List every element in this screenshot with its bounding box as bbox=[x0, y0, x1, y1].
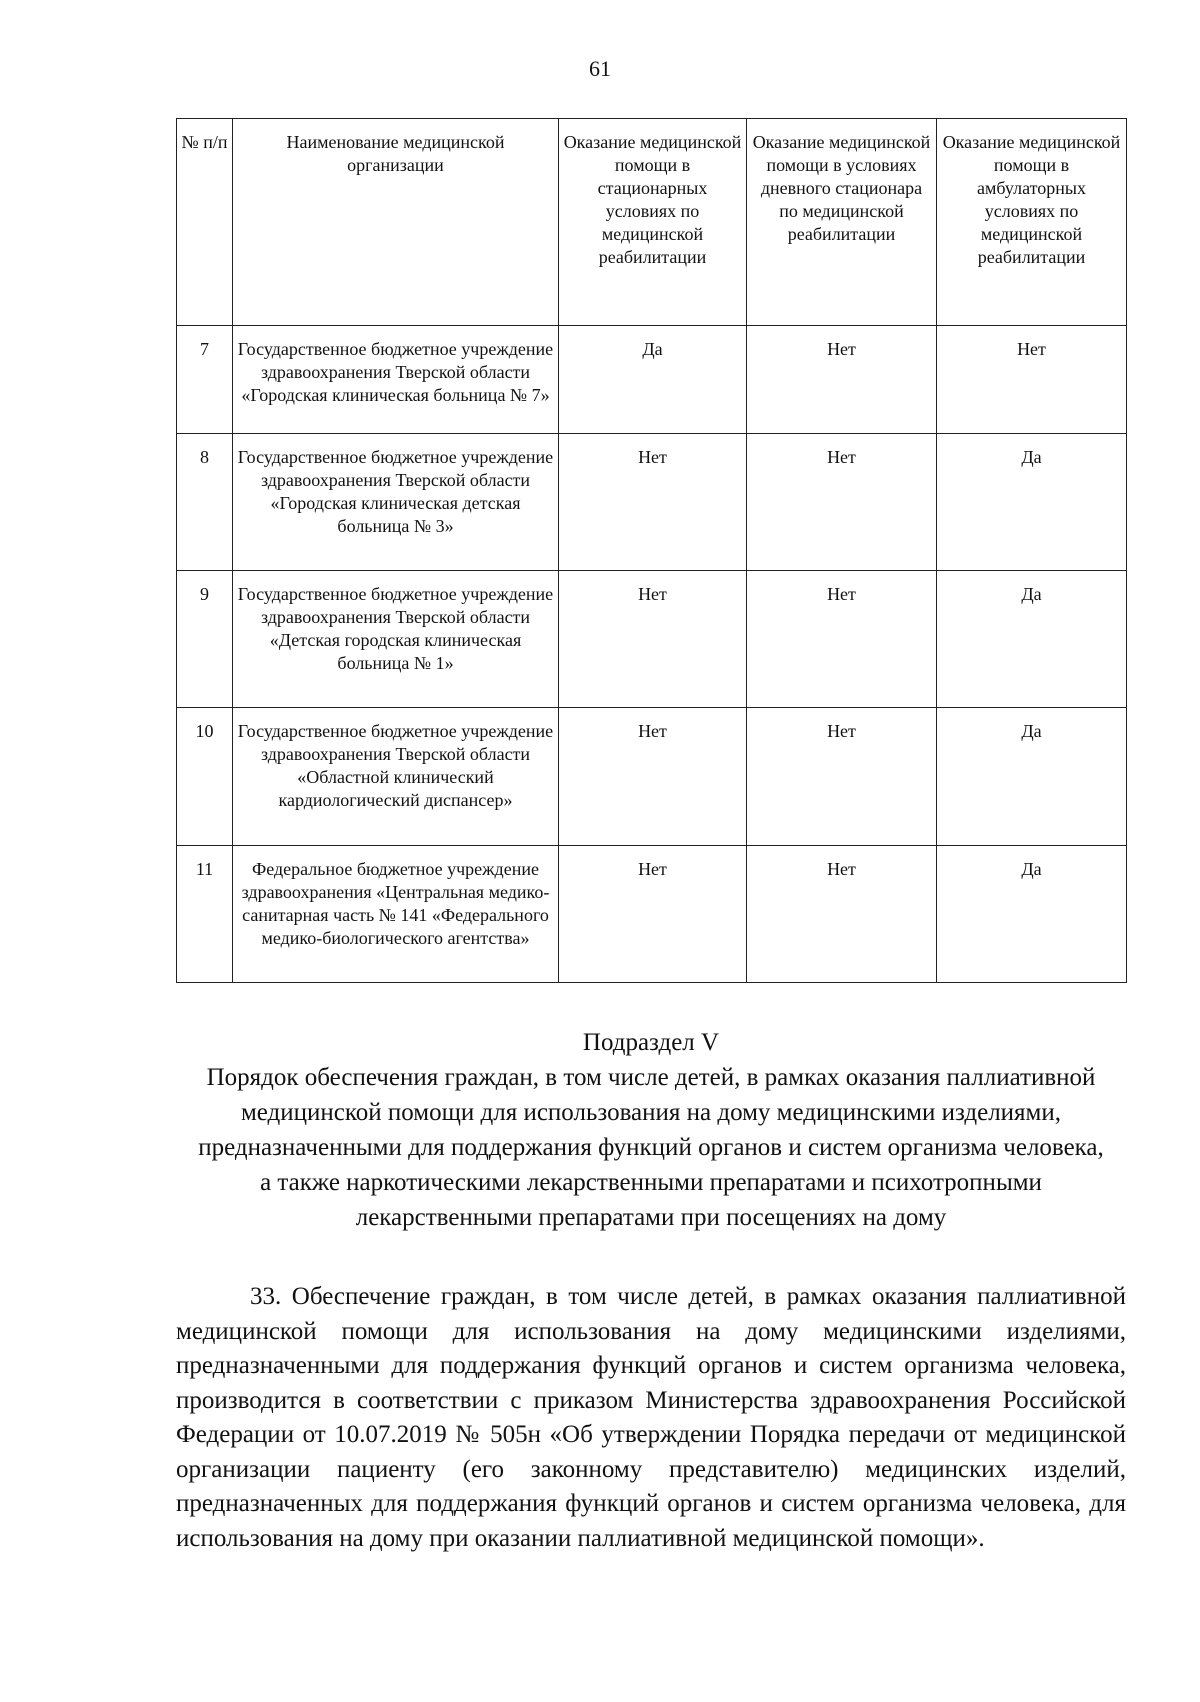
row-num: 8 bbox=[177, 434, 233, 571]
row-num: 7 bbox=[177, 326, 233, 434]
row-organization-name: Федеральное бюджетное учреждение здравоохранения «Центральная медико-санитарная часть № 141 «Федерального медико-биологического агентства» bbox=[233, 846, 559, 983]
row-outpatient: Да bbox=[937, 708, 1127, 846]
row-num: 10 bbox=[177, 708, 233, 846]
page-number: 61 bbox=[589, 56, 611, 81]
row-num: 9 bbox=[177, 571, 233, 708]
row-inpatient: Нет bbox=[559, 571, 747, 708]
table-row bbox=[177, 571, 1127, 708]
row-organization-name: Государственное бюджетное учреждение здравоохранения Тверской области «Городская клиническая детская больница № 3» bbox=[233, 434, 559, 571]
header-inpatient: Оказание медицинской помощи в стационарных условиях по медицинской реабилитации bbox=[559, 119, 747, 326]
header-day-hospital: Оказание медицинской помощи в условиях дневного стационара по медицинской реабилитации bbox=[747, 119, 937, 326]
row-inpatient: Нет bbox=[559, 846, 747, 983]
row-day-hospital: Нет bbox=[747, 434, 937, 571]
row-num: 11 bbox=[177, 846, 233, 983]
row-organization-name: Государственное бюджетное учреждение здравоохранения Тверской области «Городская клиническая больница № 7» bbox=[233, 326, 559, 434]
row-day-hospital: Нет bbox=[747, 326, 937, 434]
row-day-hospital: Нет bbox=[747, 571, 937, 708]
row-inpatient: Нет bbox=[559, 434, 747, 571]
row-outpatient: Нет bbox=[937, 326, 1127, 434]
row-outpatient: Да bbox=[937, 846, 1127, 983]
row-outpatient: Да bbox=[937, 434, 1127, 571]
row-inpatient: Да bbox=[559, 326, 747, 434]
row-outpatient: Да bbox=[937, 571, 1127, 708]
row-inpatient: Нет bbox=[559, 708, 747, 846]
paragraph-33: 33. Обеспечение граждан, в том числе детей, в рамках оказания паллиативной медицинской помощи для использования на дому медицинскими изделиями, предназначенными для поддержания функций органов и систем организма человека, производится в соответствии с приказом Министерства здравоохранения Российской Федерации от 10.07.2019 № 505н «Об утверждении Порядка передачи от медицинской организации пациенту (его законному представителю) медицинских изделий, предназначенных для поддержания функций органов и систем организма человека, для использования на дому при оказании паллиативной медицинской помощи». bbox=[176, 1283, 1126, 1552]
row-day-hospital: Нет bbox=[747, 846, 937, 983]
table-row bbox=[177, 846, 1127, 983]
header-num: № п/п bbox=[177, 119, 233, 326]
section-title: Подраздел V bbox=[582, 1029, 720, 1056]
row-organization-name: Государственное бюджетное учреждение здравоохранения Тверской области «Детская городская клиническая больница № 1» bbox=[233, 571, 559, 708]
table-header-row bbox=[177, 119, 1127, 326]
table-row bbox=[177, 708, 1127, 846]
table-row bbox=[177, 434, 1127, 571]
section-heading: Порядок обеспечения граждан, в том числе детей, в рамках оказания паллиативной медицинской помощи для использования на дому медицинскими изделиями, предназначенными для поддержания функций органов и систем организма человека, а также наркотическими лекарственными препаратами и психотропными лекарственными препаратами при посещениях на дому bbox=[198, 1064, 1104, 1231]
row-organization-name: Государственное бюджетное учреждение здравоохранения Тверской области «Областной клинический кардиологический диспансер» bbox=[233, 708, 559, 846]
medical-rehabilitation-table bbox=[176, 118, 1127, 983]
row-day-hospital: Нет bbox=[747, 708, 937, 846]
header-outpatient: Оказание медицинской помощи в амбулаторных условиях по медицинской реабилитации bbox=[937, 119, 1127, 326]
table-row bbox=[177, 326, 1127, 434]
header-organization-name: Наименование медицинской организации bbox=[233, 119, 559, 326]
